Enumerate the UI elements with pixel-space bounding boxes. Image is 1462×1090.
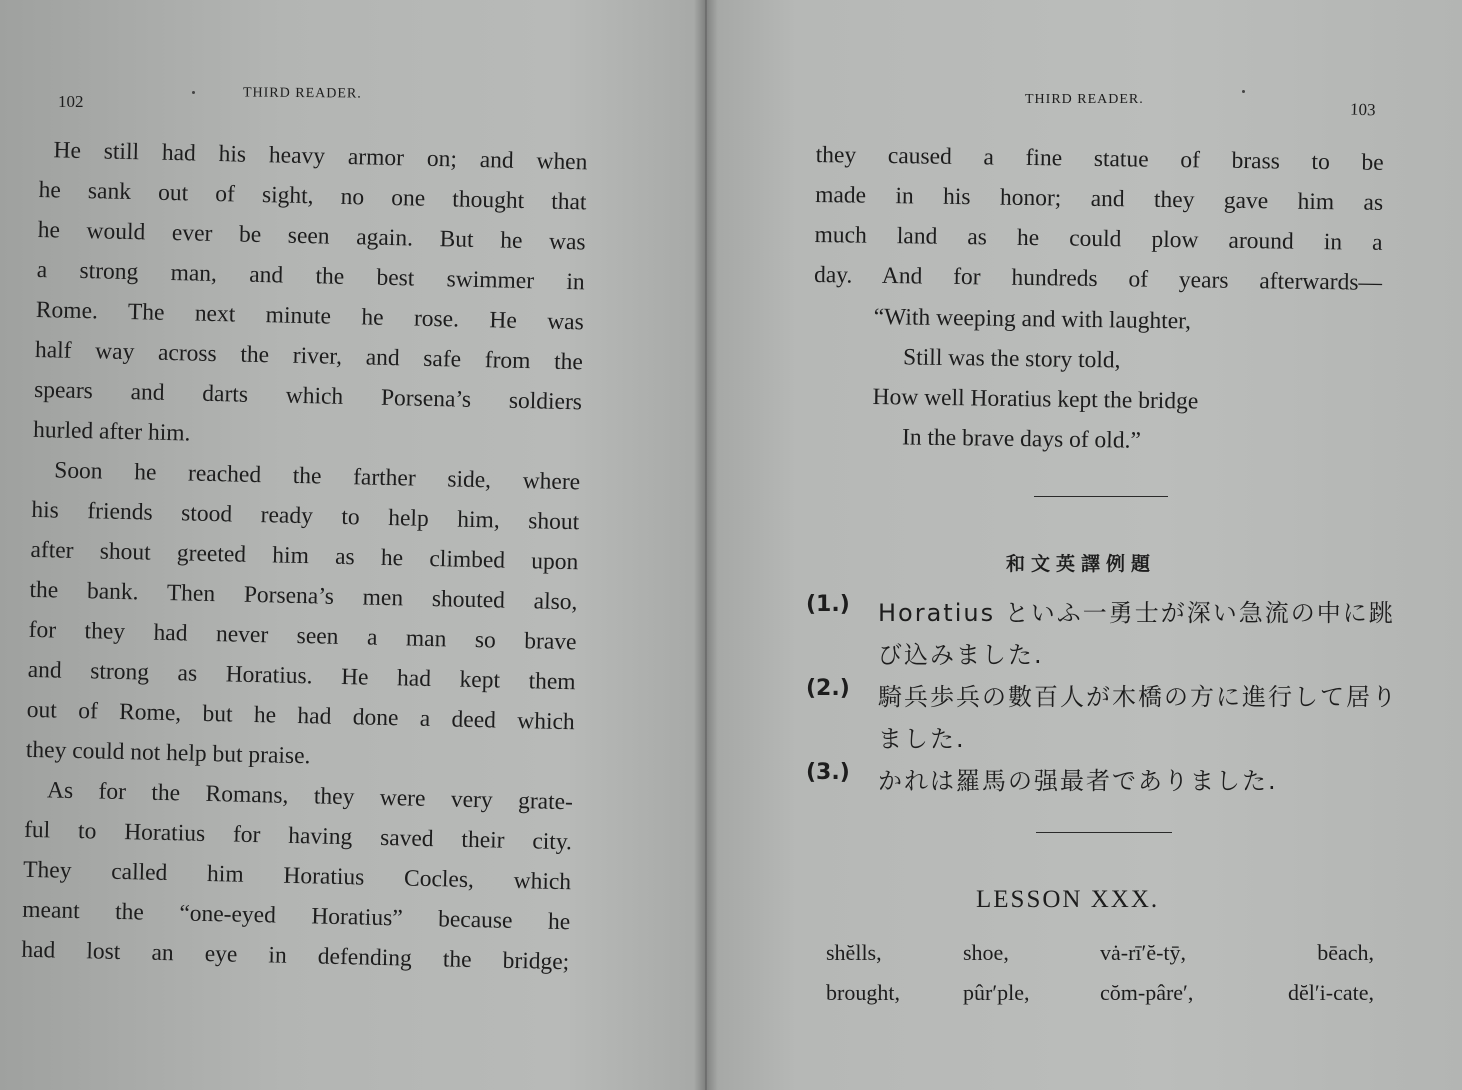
text-line: made in his honor; and they gave him as [814, 181, 1384, 216]
text-line: they could not help but praise. [25, 736, 311, 770]
vocabulary-row [826, 940, 1374, 980]
right-page-text [814, 135, 1384, 303]
text-line: and strong as Horatius. He had kept them [27, 656, 576, 696]
text-line: his friends stood ready to help him, shout [31, 496, 580, 536]
section-divider [1036, 832, 1172, 833]
text-line: he sank out of sight, no one thought that [38, 176, 587, 216]
poem-line: How well Horatius kept the bridge [872, 383, 1199, 415]
text-line: much land as he could plow around in a [814, 221, 1383, 256]
section-divider [1034, 496, 1168, 497]
exercise-number: (2.) [806, 676, 850, 701]
vocab-word: pûr′ple, [963, 980, 1030, 1005]
page-number-left: 102 [58, 92, 84, 111]
vocabulary-row [826, 980, 1374, 1020]
vocab-word: bēach, [1317, 940, 1374, 965]
exercise-number: (1.) [806, 592, 850, 617]
speck-mark [1242, 90, 1245, 93]
text-line: As for the Romans, they were very grate- [46, 777, 574, 816]
left-page-text [21, 130, 588, 982]
page-number-right: 103 [1349, 99, 1376, 120]
left-page [0, 0, 706, 1090]
poem-line: In the brave days of old.” [901, 424, 1142, 454]
running-head-left: THIRD READER. [242, 85, 362, 102]
text-line: half way across the river, and safe from the [34, 336, 584, 376]
text-line: the bank. Then Porsena’s men shouted also, [29, 576, 578, 616]
poem-line: Still was the story told, [902, 344, 1121, 374]
vocab-word: cŏm-pâre′, [1100, 980, 1194, 1005]
text-line: for they had never seen a man so brave [28, 616, 577, 656]
text-line: after shout greeted him as he climbed upon [30, 536, 579, 576]
vocab-word: shĕlls, [826, 940, 882, 965]
exercise-text: Horatius といふ一勇士が深い急流の中に跳び込みました. [878, 599, 1395, 669]
running-head-right: THIRD READER. [1025, 92, 1144, 107]
vocab-word: dĕl′i-cate, [1287, 980, 1374, 1005]
vocabulary-list [826, 940, 1374, 1020]
text-line: he would ever be seen again. But he was [37, 216, 586, 256]
text-line: a strong man, and the best swimmer in [36, 256, 585, 296]
exercise-text: 騎兵歩兵の數百人が木橋の方に進行して居りました. [878, 683, 1398, 753]
text-line: out of Rome, but he had done a deed which [26, 696, 575, 736]
book-gutter [694, 0, 718, 1090]
text-line: had lost an eye in defending the bridge; [21, 936, 570, 976]
text-line: Soon he reached the farther side, where [53, 457, 581, 496]
vocab-word: brought, [826, 980, 900, 1005]
text-line: ful to Horatius for having saved their city. [23, 816, 573, 856]
text-line: hurled after him. [32, 416, 191, 447]
vocab-word: shoe, [963, 940, 1009, 965]
vocab-word: vȧ-rī′ĕ-tȳ, [1100, 940, 1187, 965]
text-line: day. And for hundreds of years afterwards— [813, 261, 1383, 296]
text-line: They called him Horatius Cocles, which [22, 856, 572, 896]
text-line: Rome. The next minute he rose. He was [35, 296, 585, 336]
text-line: spears and darts which Porsena’s soldiers [33, 376, 583, 416]
exercise-number: (3.) [806, 760, 850, 785]
right-page [706, 0, 1462, 1090]
speck-mark [192, 91, 195, 94]
exercise-text: かれは羅馬の强最者でありました. [878, 767, 1278, 795]
exercise-heading: 和文英譯例題 [1006, 553, 1157, 575]
lesson-title: LESSON XXX. [976, 886, 1160, 913]
text-line: meant the “one-eyed Horatius” because he [22, 896, 571, 936]
text-line: He still had his heavy armor on; and when [53, 137, 588, 176]
poem-line: “With weeping and with laughter, [873, 303, 1192, 335]
poem-stanza [872, 297, 1200, 462]
text-line: they caused a fine statue of brass to be [815, 141, 1384, 176]
